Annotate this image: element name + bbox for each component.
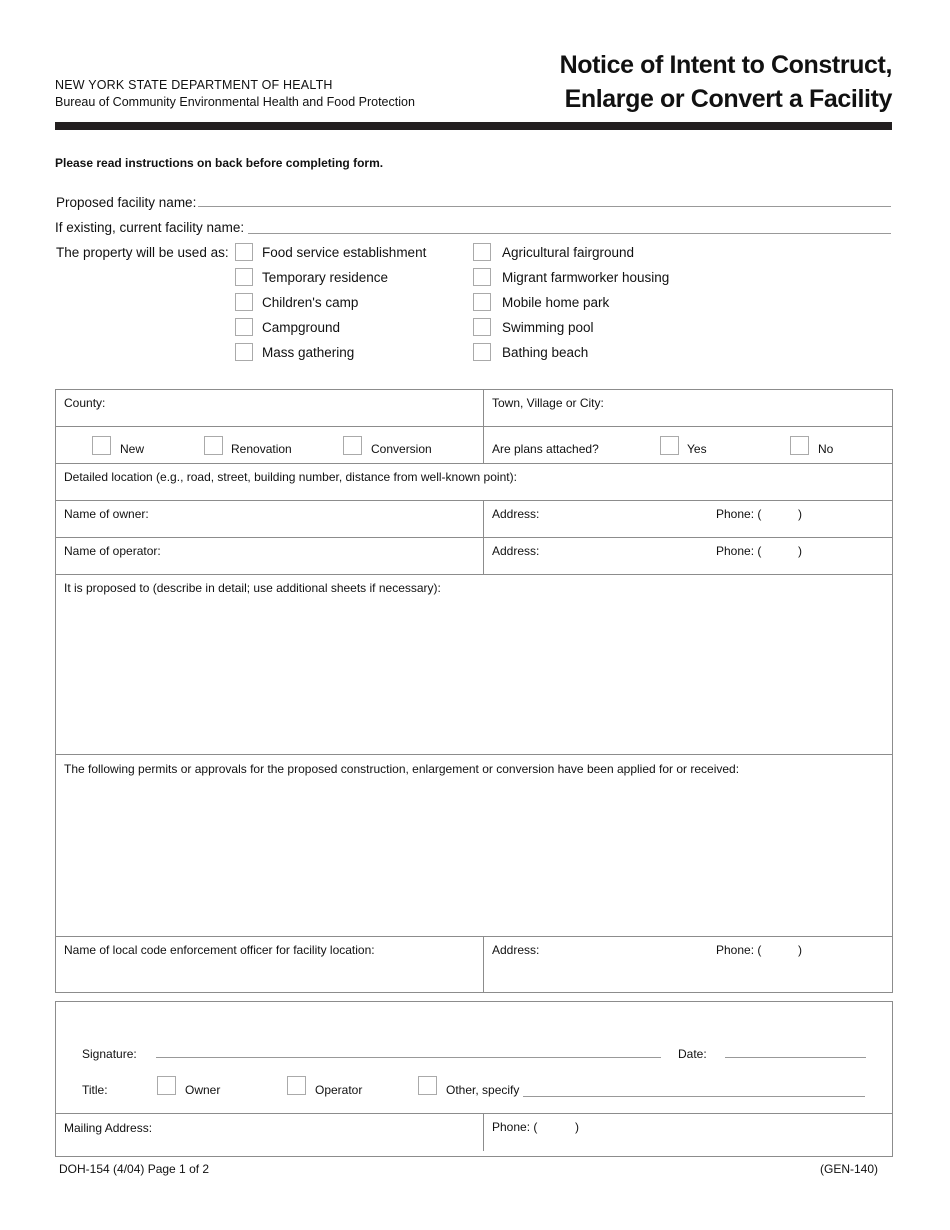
- column-divider: [483, 936, 484, 993]
- signer-phone-paren: ): [575, 1120, 579, 1134]
- signature-block: [55, 1001, 893, 1157]
- use-option-label: Swimming pool: [502, 320, 594, 335]
- agency-name: NEW YORK STATE DEPARTMENT OF HEALTH: [55, 78, 333, 92]
- title-checkbox-owner[interactable]: [157, 1076, 176, 1095]
- title-checkbox-operator[interactable]: [287, 1076, 306, 1095]
- project-conversion-label: Conversion: [371, 442, 432, 456]
- use-checkbox-campground[interactable]: [235, 318, 253, 336]
- project-new-label: New: [120, 442, 145, 456]
- plans-no-label: No: [818, 442, 834, 456]
- signer-phone-field[interactable]: Phone: (: [492, 1120, 538, 1134]
- code-officer-address-field[interactable]: Address:: [492, 943, 540, 957]
- row-divider: [55, 936, 893, 937]
- code-officer-phone-field[interactable]: Phone: (: [716, 943, 762, 957]
- instructions-note: Please read instructions on back before completing form.: [55, 156, 384, 170]
- use-option-label: Migrant farmworker housing: [502, 270, 670, 285]
- use-option-label: Food service establishment: [262, 245, 427, 260]
- use-option-label: Campground: [262, 320, 341, 335]
- code-officer-phone-paren: ): [798, 943, 802, 957]
- row-divider: [55, 754, 893, 755]
- title-owner-label: Owner: [185, 1083, 221, 1097]
- form-title: [560, 48, 892, 116]
- use-checkbox-temporary-residence[interactable]: [235, 268, 253, 286]
- detailed-location-field[interactable]: Detailed location (e.g., road, street, building number, distance from well-known point):: [64, 470, 517, 484]
- column-divider: [483, 500, 484, 574]
- form-code: (GEN-140): [819, 1162, 878, 1176]
- title-operator-label: Operator: [315, 1083, 363, 1097]
- header-rule: [55, 122, 892, 130]
- use-option-label: Agricultural fairground: [502, 245, 635, 260]
- title-other-input[interactable]: [523, 1096, 865, 1097]
- mailing-address-field[interactable]: Mailing Address:: [64, 1121, 153, 1135]
- title-other-label: Other, specify: [446, 1083, 520, 1097]
- bureau-name: Bureau of Community Environmental Health and Food Protection: [55, 95, 415, 109]
- title-checkbox-other[interactable]: [418, 1076, 437, 1095]
- code-officer-field[interactable]: Name of local code enforcement officer for facility location:: [64, 943, 375, 957]
- operator-name-field[interactable]: Name of operator:: [64, 544, 161, 558]
- plans-yes-label: Yes: [687, 442, 707, 456]
- operator-phone-paren: ): [798, 544, 802, 558]
- owner-phone-field[interactable]: Phone: (: [716, 507, 762, 521]
- column-divider: [483, 389, 484, 463]
- date-label: Date:: [678, 1047, 707, 1061]
- use-option-label: Bathing beach: [502, 345, 589, 360]
- current-facility-name-input[interactable]: [248, 233, 891, 234]
- town-field[interactable]: Town, Village or City:: [492, 396, 604, 410]
- proposal-description-field[interactable]: It is proposed to (describe in detail; use additional sheets if necessary):: [64, 581, 441, 595]
- date-input[interactable]: [725, 1057, 866, 1058]
- use-checkbox-swimming-pool[interactable]: [473, 318, 491, 336]
- use-checkbox-bathing-beach[interactable]: [473, 343, 491, 361]
- use-checkbox-childrens-camp[interactable]: [235, 293, 253, 311]
- use-checkbox-agricultural-fairground[interactable]: [473, 243, 491, 261]
- project-checkbox-renovation[interactable]: [204, 436, 223, 455]
- operator-address-field[interactable]: Address:: [492, 544, 540, 558]
- project-renovation-label: Renovation: [231, 442, 292, 456]
- row-divider: [55, 1113, 893, 1114]
- operator-phone-field[interactable]: Phone: (: [716, 544, 762, 558]
- owner-phone-paren: ): [798, 507, 802, 521]
- form-title-line2: Enlarge or Convert a Facility: [564, 85, 892, 113]
- property-use-label: The property will be used as:: [56, 245, 229, 260]
- signature-label: Signature:: [82, 1047, 137, 1061]
- use-option-label: Temporary residence: [262, 270, 389, 285]
- row-divider: [55, 537, 893, 538]
- column-divider: [483, 1113, 484, 1151]
- use-option-label: Mobile home park: [502, 295, 610, 310]
- form-id: DOH-154 (4/04) Page 1 of 2: [59, 1162, 210, 1176]
- row-divider: [55, 500, 893, 501]
- proposed-facility-name-label: Proposed facility name:: [56, 195, 197, 210]
- county-field[interactable]: County:: [64, 396, 106, 410]
- current-facility-name-label: If existing, current facility name:: [55, 220, 245, 235]
- project-checkbox-conversion[interactable]: [343, 436, 362, 455]
- plans-checkbox-no[interactable]: [790, 436, 809, 455]
- signature-input[interactable]: [156, 1057, 661, 1058]
- use-checkbox-food-service[interactable]: [235, 243, 253, 261]
- plans-checkbox-yes[interactable]: [660, 436, 679, 455]
- plans-attached-label: Are plans attached?: [492, 442, 599, 456]
- use-checkbox-migrant-farmworker-housing[interactable]: [473, 268, 491, 286]
- use-option-label: Children's camp: [262, 295, 359, 310]
- use-checkbox-mass-gathering[interactable]: [235, 343, 253, 361]
- permits-field[interactable]: The following permits or approvals for the proposed construction, enlargement or conversion have been applied for or received:: [64, 762, 740, 776]
- row-divider: [55, 574, 893, 575]
- title-label: Title:: [82, 1083, 108, 1097]
- owner-name-field[interactable]: Name of owner:: [64, 507, 149, 521]
- use-option-label: Mass gathering: [262, 345, 355, 360]
- form-title-line1: Notice of Intent to Construct,: [559, 51, 892, 79]
- row-divider: [55, 426, 893, 427]
- owner-address-field[interactable]: Address:: [492, 507, 540, 521]
- use-checkbox-mobile-home-park[interactable]: [473, 293, 491, 311]
- row-divider: [55, 463, 893, 464]
- project-checkbox-new[interactable]: [92, 436, 111, 455]
- proposed-facility-name-input[interactable]: [198, 206, 891, 207]
